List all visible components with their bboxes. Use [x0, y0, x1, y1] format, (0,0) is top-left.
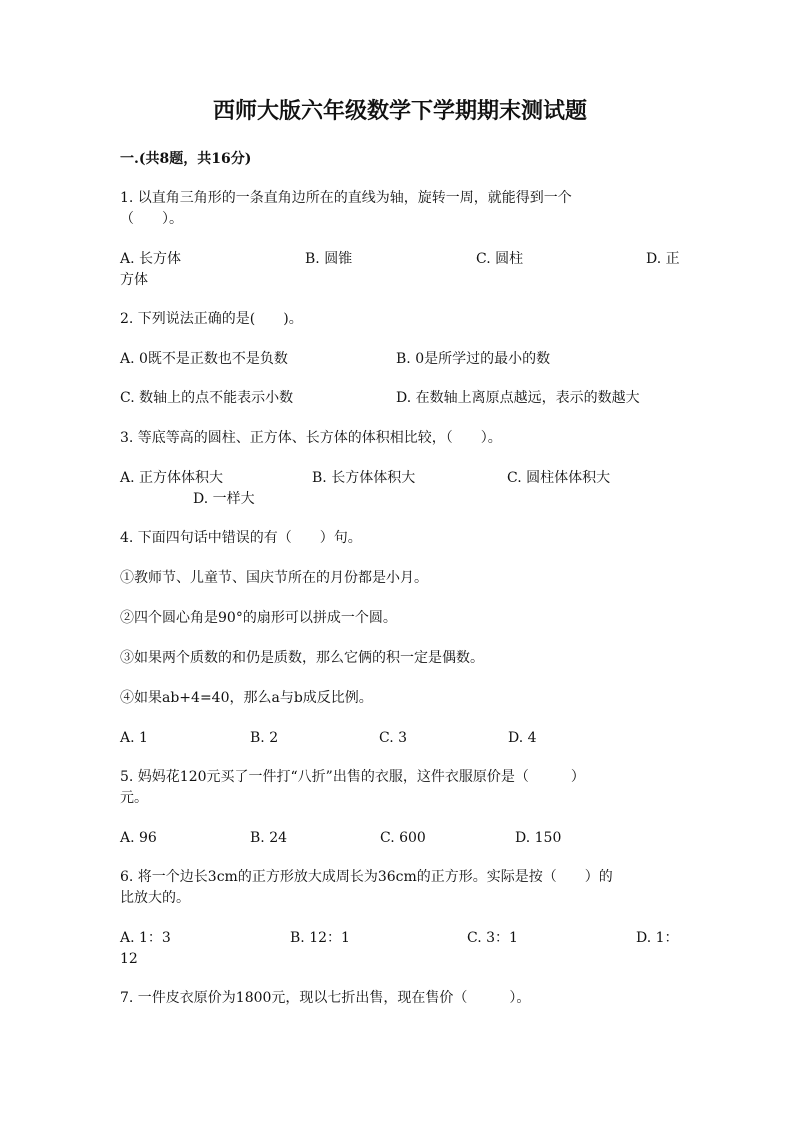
question-stem: 5. 妈妈花120元买了一件打“八折”出售的衣服，这件衣服原价是（ ） [120, 769, 585, 785]
option-c: C. 3：1 [467, 930, 518, 946]
question-stem: 比放大的。 [120, 890, 190, 906]
question-stem: 7. 一件皮衣原价为1800元，现以七折出售，现在售价（ ）。 [120, 990, 531, 1006]
option-b: B. 0是所学过的最小的数 [396, 351, 551, 367]
option-a: A. 长方体 [120, 251, 182, 267]
option-d: D. 4 [508, 730, 537, 746]
question-stem: 3. 等底等高的圆柱、正方体、长方体的体积相比较，（ ）。 [120, 430, 502, 446]
statement-1: ①教师节、儿童节、国庆节所在的月份都是小月。 [120, 570, 428, 586]
statement-3: ③如果两个质数的和仍是质数，那么它俩的积一定是偶数。 [120, 650, 484, 666]
statement-4: ④如果ab+4=40，那么a与b成反比例。 [120, 690, 373, 706]
option-b: B. 12：1 [290, 930, 350, 946]
question-stem: 6. 将一个边长3cm的正方形放大成周长为36cm的正方形。实际是按（ ）的 [120, 869, 613, 885]
option-d: D. 一样大 [193, 491, 255, 507]
option-a: A. 1：3 [120, 930, 171, 946]
option-a: A. 96 [120, 830, 157, 846]
page-title: 西师大版六年级数学下学期期末测试题 [212, 98, 587, 124]
option-c: C. 600 [380, 830, 426, 846]
option-d-continued: 12 [120, 951, 138, 967]
question-stem: 元。 [120, 790, 148, 806]
option-b: B. 2 [250, 730, 279, 746]
option-d-continued: 方体 [120, 272, 148, 288]
section-heading: 一.(共8题，共16分) [120, 151, 252, 167]
option-d: D. 在数轴上离原点越远，表示的数越大 [396, 390, 640, 406]
option-a: A. 0既不是正数也不是负数 [120, 351, 288, 367]
question-stem: 4. 下面四句话中错误的有（ ）句。 [120, 530, 362, 546]
option-c: C. 3 [379, 730, 408, 746]
option-c: C. 数轴上的点不能表示小数 [120, 390, 294, 406]
option-d: D. 1： [636, 930, 679, 946]
option-b: B. 24 [250, 830, 288, 846]
option-c: C. 圆柱体体积大 [507, 470, 611, 486]
option-a: A. 1 [120, 730, 148, 746]
option-b: B. 长方体体积大 [312, 470, 416, 486]
option-d: D. 正 [646, 251, 680, 267]
question-stem: （ ）。 [120, 211, 183, 227]
option-b: B. 圆锥 [305, 251, 353, 267]
statement-2: ②四个圆心角是90°的扇形可以拼成一个圆。 [120, 610, 397, 626]
option-a: A. 正方体体积大 [120, 470, 224, 486]
option-d: D. 150 [515, 830, 562, 846]
option-c: C. 圆柱 [476, 251, 524, 267]
question-stem: 2. 下列说法正确的是( )。 [120, 311, 303, 327]
question-stem: 1. 以直角三角形的一条直角边所在的直线为轴，旋转一周，就能得到一个 [120, 190, 572, 206]
